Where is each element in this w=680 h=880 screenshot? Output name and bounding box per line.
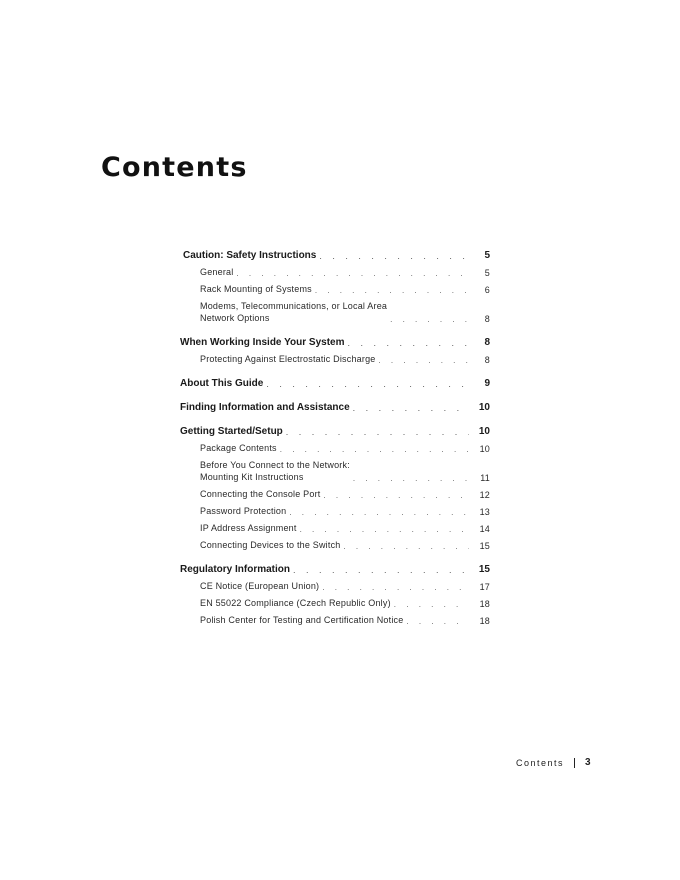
toc-dot-leader: [289, 508, 469, 517]
toc-entry-title: Connecting the Console Port: [200, 489, 321, 499]
toc-entry-title: General: [200, 267, 234, 277]
toc-dot-leader: [378, 356, 469, 365]
toc-dot-leader: [347, 338, 469, 348]
toc-entry-page: 18: [479, 616, 490, 626]
toc-entry[interactable]: [180, 337, 490, 348]
toc-entry[interactable]: [180, 522, 490, 534]
toc-entry-page: 11: [480, 473, 490, 483]
toc-entry-title: About This Guide: [180, 378, 264, 389]
toc-entry-title: Getting Started/Setup: [180, 426, 283, 437]
toc-entry-title: Protecting Against Electrostatic Discharge: [200, 354, 376, 364]
toc-entry[interactable]: [180, 442, 490, 454]
toc-entry-title: Connecting Devices to the Switch: [200, 540, 341, 550]
toc-entry-page: 8: [484, 314, 490, 324]
toc-entry-title-line2: Mounting Kit Instructions: [200, 472, 304, 482]
toc-dot-leader: [319, 251, 469, 261]
footer-label: Contents: [516, 757, 565, 768]
toc-entry-page: 17: [479, 582, 490, 592]
toc-entry[interactable]: [180, 580, 490, 592]
toc-entry-page: 18: [479, 599, 490, 609]
toc-entry[interactable]: [180, 378, 490, 389]
toc-entry[interactable]: [180, 564, 490, 575]
toc-entry-title-line1: Modems, Telecommunications, or Local Area: [200, 301, 388, 311]
toc-entry[interactable]: [180, 539, 490, 551]
toc-entry-page: 5: [484, 268, 490, 278]
toc-entry-page: 10: [478, 426, 490, 437]
toc-entry-page: 10: [479, 444, 490, 454]
toc-dot-leader: [394, 600, 469, 609]
toc-dot-leader: [353, 474, 469, 483]
toc-entry[interactable]: [180, 505, 490, 517]
page-number: 3: [585, 757, 591, 768]
toc-entry-page: 8: [484, 355, 490, 365]
toc-dot-leader: [286, 427, 469, 437]
toc-entry[interactable]: [180, 426, 490, 437]
toc-entry-title: IP Address Assignment: [200, 523, 297, 533]
toc-entry-title: Regulatory Information: [180, 564, 291, 575]
toc-entry-page: 12: [479, 490, 490, 500]
footer-divider: [574, 758, 575, 768]
toc-entry-title: Package Contents: [200, 443, 277, 453]
toc-entry-title: CE Notice (European Union): [200, 581, 320, 591]
table-of-contents: [180, 250, 490, 626]
toc-dot-leader: [293, 565, 469, 575]
toc-entry[interactable]: [180, 597, 490, 609]
toc-dot-leader: [266, 379, 469, 389]
toc-entry-page: 5: [484, 250, 490, 261]
toc-entry[interactable]: [180, 300, 490, 324]
toc-entry-title: Password Protection: [200, 506, 287, 516]
toc-entry-title: EN 55022 Compliance (Czech Republic Only): [200, 598, 391, 608]
toc-dot-leader: [315, 286, 469, 295]
toc-entry-page: 8: [484, 337, 490, 348]
toc-dot-leader: [353, 403, 469, 413]
toc-dot-leader: [236, 269, 469, 278]
toc-entry[interactable]: [180, 283, 490, 295]
toc-entry[interactable]: [180, 353, 490, 365]
toc-entry-page: 13: [479, 507, 490, 517]
toc-entry-page: 14: [479, 524, 490, 534]
toc-entry[interactable]: [180, 266, 490, 278]
toc-entry-page: 15: [478, 564, 490, 575]
toc-dot-leader: [300, 525, 469, 534]
toc-dot-leader: [280, 445, 469, 454]
toc-entry[interactable]: [180, 250, 490, 261]
toc-entry-title: Rack Mounting of Systems: [200, 284, 312, 294]
toc-dot-leader: [406, 617, 469, 626]
toc-entry-title: Polish Center for Testing and Certification Notice: [200, 615, 404, 625]
toc-entry-page: 9: [484, 378, 490, 389]
toc-entry-title: [200, 459, 350, 483]
toc-entry-page: 10: [478, 402, 490, 413]
toc-entry-title: When Working Inside Your System: [180, 337, 345, 348]
toc-dot-leader: [323, 491, 469, 500]
toc-entry[interactable]: [180, 459, 490, 483]
toc-entry[interactable]: [180, 614, 490, 626]
toc-entry[interactable]: [180, 488, 490, 500]
toc-entry-title-line1: Before You Connect to the Network:: [200, 460, 350, 470]
toc-entry-title: Caution: Safety Instructions: [183, 250, 317, 261]
toc-dot-leader: [343, 542, 469, 551]
toc-dot-leader: [322, 583, 469, 592]
toc-entry-title: [200, 300, 387, 324]
toc-entry-page: 15: [479, 541, 490, 551]
page-title: Contents: [101, 152, 248, 183]
toc-entry[interactable]: [180, 402, 490, 413]
toc-dot-leader: [390, 315, 469, 324]
page-footer: [516, 757, 591, 768]
toc-entry-title-line2: Network Options: [200, 313, 270, 323]
toc-entry-page: 6: [484, 285, 490, 295]
toc-entry-title: Finding Information and Assistance: [180, 402, 350, 413]
